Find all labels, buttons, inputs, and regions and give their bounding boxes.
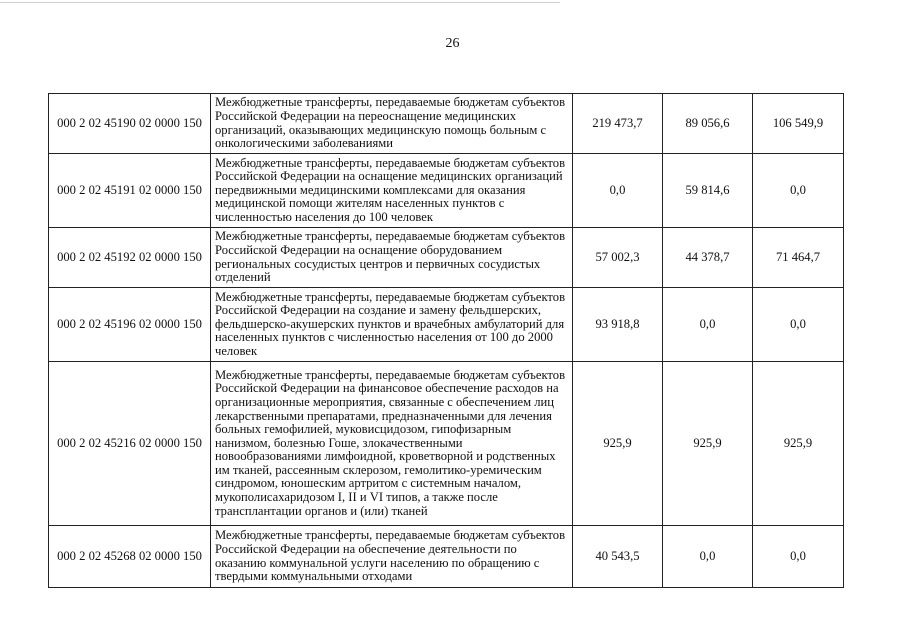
value-col-3: 0,0	[753, 154, 844, 228]
value-col-3: 0,0	[753, 526, 844, 588]
budget-code: 000 2 02 45192 02 0000 150	[49, 228, 211, 288]
value-col-1: 925,9	[573, 362, 663, 526]
table-row	[49, 288, 844, 362]
value-col-1: 0,0	[573, 154, 663, 228]
value-col-2: 44 378,7	[663, 228, 753, 288]
value-col-3: 0,0	[753, 288, 844, 362]
row-description: Межбюджетные трансферты, передаваемые бюджетам субъектов Российской Федерации на оснащение оборудованием региональных сосудистых центров и первичных сосудистых отделений	[211, 228, 573, 288]
table-row	[49, 94, 844, 154]
budget-code: 000 2 02 45196 02 0000 150	[49, 288, 211, 362]
table-row	[49, 362, 844, 526]
row-description: Межбюджетные трансферты, передаваемые бюджетам субъектов Российской Федерации на оснащение медицинских организаций передвижными медицинскими комплексами для оказания медицинской помощи жителям населенных пунктов с численностью населения до 100 человек	[211, 154, 573, 228]
row-description: Межбюджетные трансферты, передаваемые бюджетам субъектов Российской Федерации на финансовое обеспечение расходов на организационные мероприятия, связанные с обеспечением лиц лекарственными препаратами, предназначенными для лечения больных гемофилией, муковисцидозом, гипофизарным нанизмом, болезнью Гоше, злокачественными новообразованиями лимфоидной, кроветворной и родственных им тканей, рассеянным склерозом, гемолитико-уремическим синдромом, юношеским артритом с системным началом, мукополисахаридозом I, II и VI типов, а также после трансплантации органов и (или) тканей	[211, 362, 573, 526]
value-col-2: 925,9	[663, 362, 753, 526]
budget-code: 000 2 02 45268 02 0000 150	[49, 526, 211, 588]
value-col-1: 40 543,5	[573, 526, 663, 588]
value-col-2: 0,0	[663, 288, 753, 362]
budget-table	[48, 93, 844, 588]
value-col-3: 925,9	[753, 362, 844, 526]
row-description: Межбюджетные трансферты, передаваемые бюджетам субъектов Российской Федерации на создание и замену фельдшерских, фельдшерско-акушерских пунктов и врачебных амбулаторий для населенных пунктов с численностью населения от 100 до 2000 человек	[211, 288, 573, 362]
budget-code: 000 2 02 45191 02 0000 150	[49, 154, 211, 228]
table-row	[49, 228, 844, 288]
value-col-3: 106 549,9	[753, 94, 844, 154]
value-col-3: 71 464,7	[753, 228, 844, 288]
value-col-1: 57 002,3	[573, 228, 663, 288]
value-col-2: 0,0	[663, 526, 753, 588]
table-row	[49, 526, 844, 588]
row-description: Межбюджетные трансферты, передаваемые бюджетам субъектов Российской Федерации на переоснащение медицинских организаций, оказывающих медицинскую помощь больным с онкологическими заболеваниями	[211, 94, 573, 154]
scan-edge-line	[0, 2, 560, 3]
budget-code: 000 2 02 45190 02 0000 150	[49, 94, 211, 154]
row-description: Межбюджетные трансферты, передаваемые бюджетам субъектов Российской Федерации на обеспечение деятельности по оказанию коммунальной услуги населению по обращению с твердыми коммунальными отходами	[211, 526, 573, 588]
value-col-2: 89 056,6	[663, 94, 753, 154]
value-col-2: 59 814,6	[663, 154, 753, 228]
value-col-1: 219 473,7	[573, 94, 663, 154]
budget-code: 000 2 02 45216 02 0000 150	[49, 362, 211, 526]
table-row	[49, 154, 844, 228]
value-col-1: 93 918,8	[573, 288, 663, 362]
page-number: 26	[445, 36, 460, 51]
